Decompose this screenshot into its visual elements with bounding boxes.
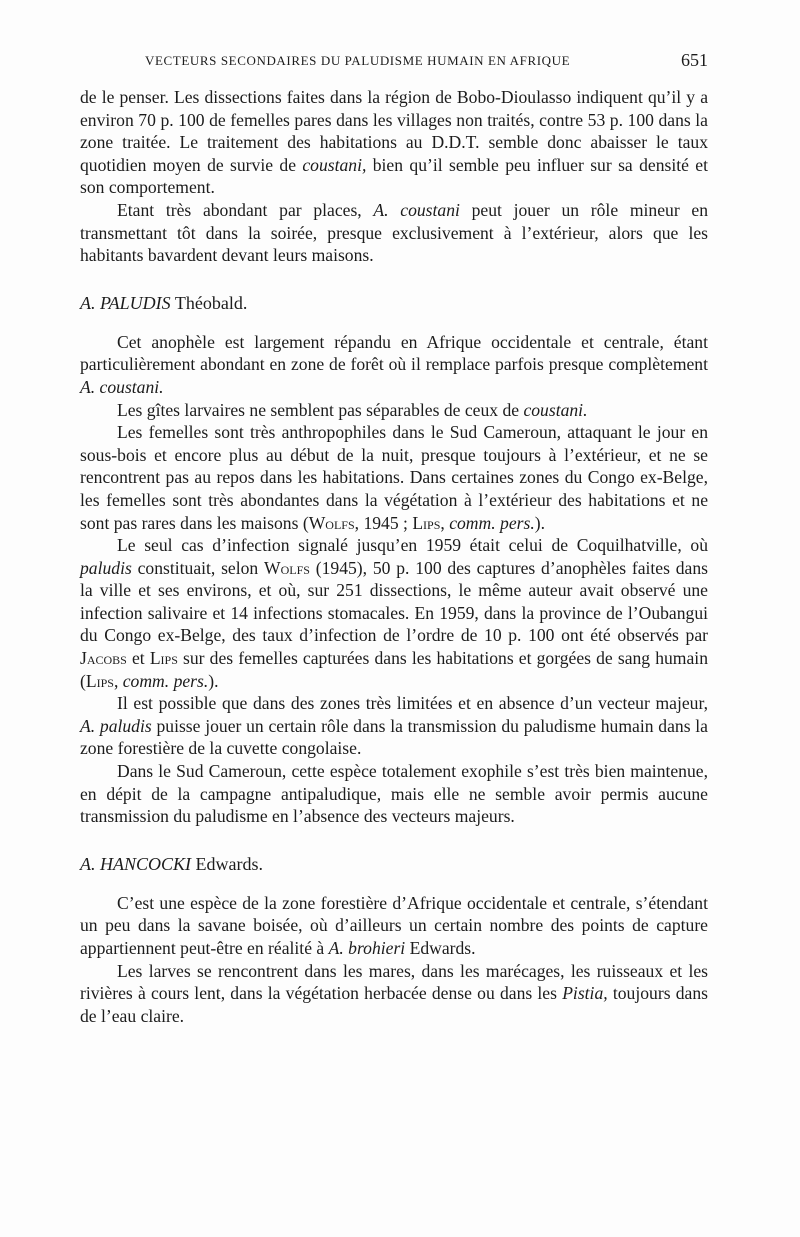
text-run: (1945), 50 p. 100 des captures d’anophèles faites dans la ville et ses environs, et où, sur 251 dissections, le même auteur avait observé une infection salivaire et 14 infections stomacales. En 1959, dans la province de l’Oubangui du Congo ex-Belge, des taux d’infection de l’ordre de 10 p. 100 ont été observés par — [80, 557, 708, 646]
paragraph — [80, 399, 708, 422]
species-name: paludis — [80, 557, 132, 578]
section-author: Théobald. — [174, 292, 248, 313]
section-species: A. PALUDIS — [80, 292, 171, 313]
species-name: A. paludis — [80, 715, 152, 736]
text-run: Le seul cas d’infection signalé jusqu’en 1959 était celui de Coquilhatville, où — [117, 535, 708, 556]
page-number: 651 — [681, 50, 708, 70]
species-name: A. coustani — [373, 199, 460, 220]
author-name: Lips — [412, 512, 441, 533]
text-run: Les gîtes larvaires ne semblent pas séparables de ceux de — [117, 399, 524, 420]
text-run: sur des femelles capturées dans les habitations et gorgées de sang humain ( — [80, 648, 708, 691]
text-run: puisse jouer un certain rôle dans la transmission du paludisme humain dans la zone forestière de la cuvette congolaise. — [80, 715, 708, 759]
text-run: peut jouer un rôle mineur en transmettant tôt dans la soirée, presque exclusivement à l’extérieur, alors que les habitants bavardent devant leurs maisons. — [80, 199, 708, 266]
paragraph — [80, 421, 708, 534]
body-text — [80, 86, 708, 1027]
author-name: Wolfs — [264, 557, 310, 578]
text-run: Les larves se rencontrent dans les mares, dans les marécages, les ruisseaux et les rivières à cours lent, dans la végétation herbacée dense ou dans les — [80, 960, 708, 1004]
citation-note: comm. pers. — [449, 512, 535, 533]
paragraph — [80, 534, 708, 692]
text-run: Dans le Sud Cameroun, cette espèce totalement exophile s’est très bien maintenue, en dépit de la campagne antipaludique, mais elle ne semble avoir permis aucune transmission du paludisme en l’absence des vecteurs majeurs. — [80, 761, 708, 827]
text-run: Cet anophèle est largement répandu en Afrique occidentale et centrale, étant particulièrement abondant en zone de forêt où il remplace parfois presque complètement — [80, 331, 708, 375]
species-name: A. coustani. — [80, 376, 164, 397]
text-run: Etant très abondant par places, — [117, 199, 374, 220]
paragraph-continuation — [80, 86, 708, 199]
text-run: bien qu’il semble peu influer sur sa densité et son comportement. — [80, 154, 708, 198]
paragraph — [80, 892, 708, 960]
running-title: VECTEURS SECONDAIRES DU PALUDISME HUMAIN EN AFRIQUE — [145, 53, 571, 68]
text-run: ). — [534, 512, 545, 533]
text-run: Edwards. — [405, 938, 476, 958]
text-run: C’est une espèce de la zone forestière d’Afrique occidentale et centrale, s’étendant un peu dans la savane boisée, où d’ailleurs un certain nombre des points de capture appartiennent peut-être en réalité à — [80, 892, 708, 958]
species-name: coustani, — [302, 154, 367, 175]
text-run: constituait, selon — [131, 557, 265, 578]
text-run: Il est possible que dans des zones très limitées et en absence d’un vecteur majeur, — [117, 693, 708, 714]
text-run: et — [126, 648, 150, 669]
author-name: Lips — [85, 670, 114, 691]
paragraph — [80, 331, 708, 399]
section-heading-hancocki — [80, 853, 708, 875]
citation-note: comm. pers. — [122, 670, 209, 691]
author-name: Wolfs — [308, 512, 355, 533]
section-heading-paludis — [80, 292, 708, 314]
text-run: de le penser. Les dissections faites dans la région de Bobo-Dioulasso indiquent qu’il y a environ 70 p. 100 de femelles pares dans les villages non traités, contre 53 p. 100 dans la zone traitée. Le traitement des habitations au D.D.T. semble donc abaisser le taux quotidien moyen de survie de — [80, 87, 708, 175]
genus-name: Pistia, — [562, 983, 608, 1004]
text-run: , 1945 ; — [354, 512, 413, 533]
text-run: , — [440, 512, 450, 533]
text-run: toujours dans de l’eau claire. — [80, 983, 709, 1026]
paragraph — [80, 199, 708, 267]
text-run: ). — [208, 670, 219, 691]
text-run: Les femelles sont très anthropophiles dans le Sud Cameroun, attaquant le jour en sous-bois et encore plus au début de la nuit, presque toujours à l’extérieur, et ne se rencontrent pas au repos dans les habitations. Dans certaines zones du Congo ex-Belge, les femelles sont très abondantes dans la végétation à l’extérieur des habitations et ne sont pas rares dans les maisons ( — [80, 422, 708, 533]
running-head — [80, 50, 708, 72]
author-name: Lips — [149, 648, 178, 669]
species-name: coustani. — [523, 399, 588, 420]
paragraph — [80, 960, 708, 1028]
text-run: , — [113, 670, 123, 691]
paragraph — [80, 692, 708, 760]
section-author: Edwards. — [195, 853, 263, 874]
species-name: A. brohieri — [328, 938, 406, 958]
section-species: A. HANCOCKI — [80, 853, 192, 874]
paragraph — [80, 760, 708, 828]
author-name: Jacobs — [80, 648, 127, 669]
